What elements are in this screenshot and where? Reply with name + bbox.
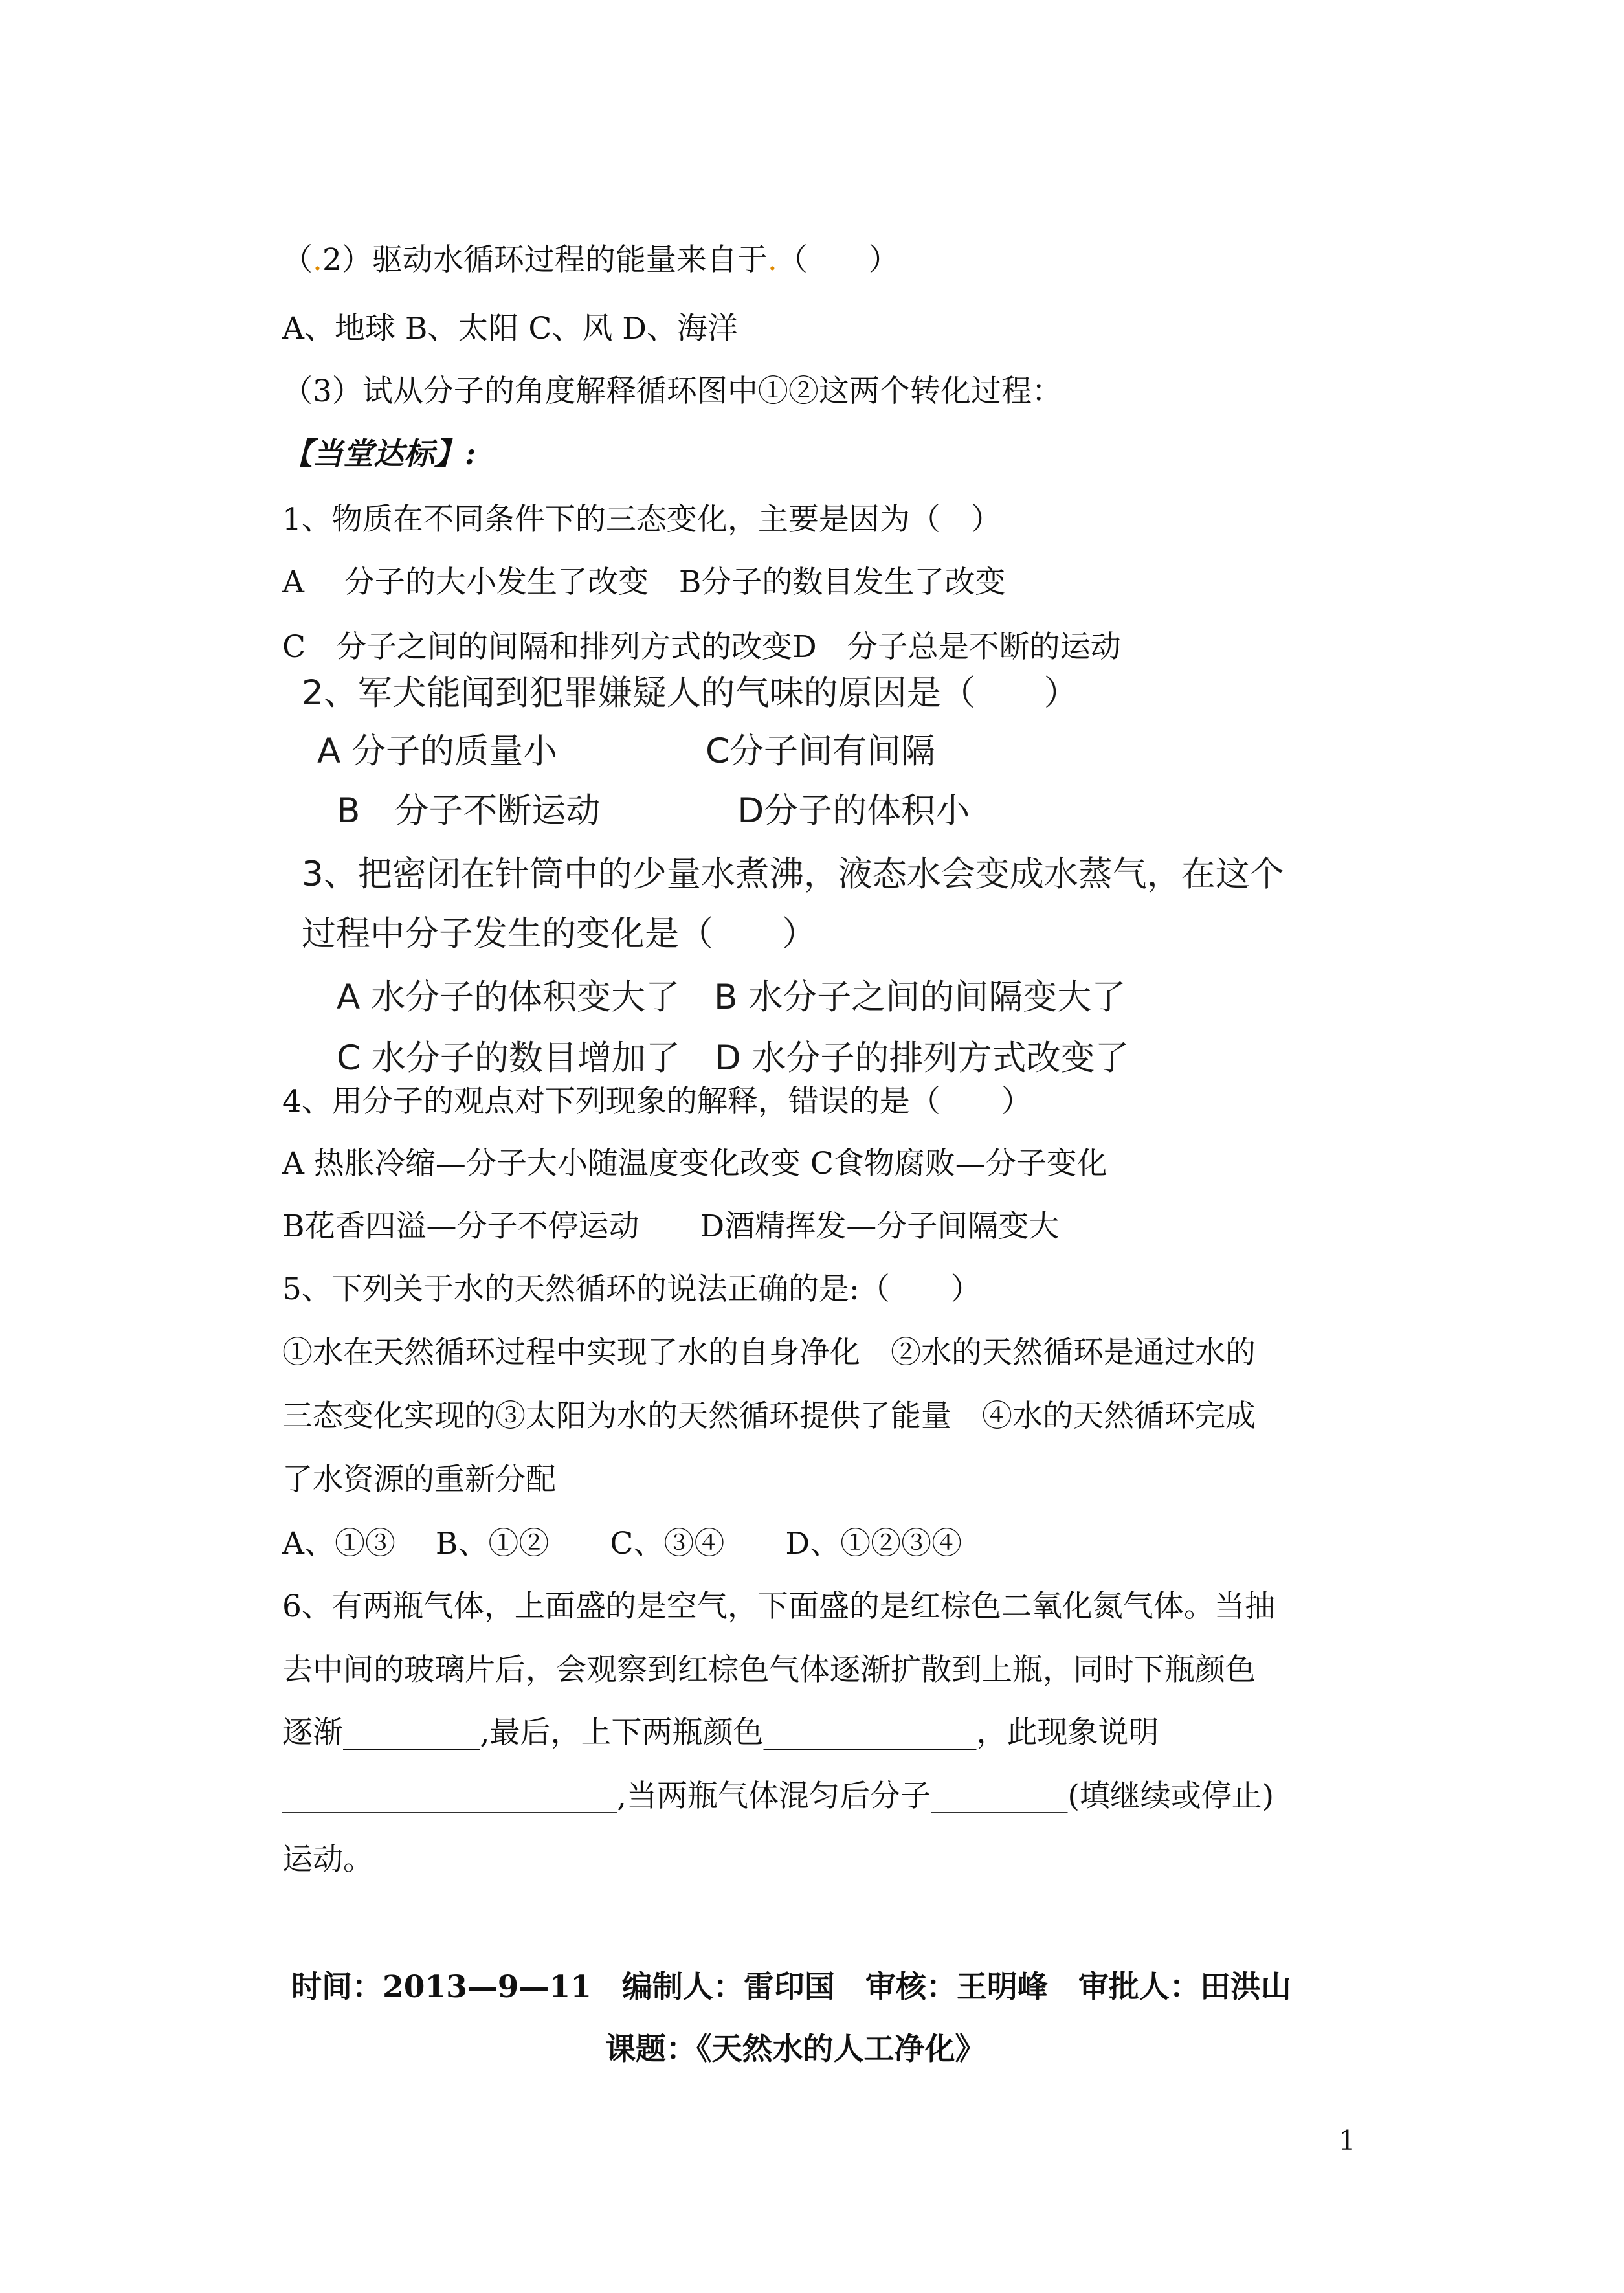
exercise-3-options-1: A 水分子的体积变大了 B 水分子之间的间隔变大了 [337,978,1126,1017]
exercise-5-line-2: 三态变化实现的③太阳为水的天然循环提供了能量 ④水的天然循环完成 [282,1398,1256,1434]
section-title: 【当堂达标】: [282,436,476,472]
question-3: （3）试从分子的角度解释循环图中①②这两个转化过程： [282,374,1062,409]
exercise-1-stem: 1、物质在不同条件下的三态变化，主要是因为（ ） [282,502,1001,537]
exercise-6-line-4: ______________________,当两瓶气体混匀后分子_________(填继续或停止) [282,1778,1274,1814]
exercise-5-options: A、①③ B、①② C、③④ D、①②③④ [282,1526,962,1561]
exercise-1-options-cd: C 分子之间的间隔和排列方式的改变D 分子总是不断的运动 [282,629,1121,665]
footer-meta: 时间：2013—9—11 编制人：雷印国 审核：王明峰 审批人：田洪山 [291,1969,1291,2005]
exercise-4-stem: 4、用分子的观点对下列现象的解释，错误的是（ ） [282,1084,1032,1119]
question-2: （.2）驱动水循环过程的能量来自于.（ ） [282,242,899,278]
exercise-3-stem-2: 过程中分子发生的变化是（ ） [302,914,816,954]
exercise-5-line-1: ①水在天然循环过程中实现了水的自身净化 ②水的天然循环是通过水的 [282,1335,1256,1370]
page-number: 1 [1339,2125,1356,2156]
orange-dot-mark: . [313,242,322,278]
exercise-2-stem: 2、军犬能闻到犯罪嫌疑人的气味的原因是（ ） [302,673,1078,713]
exercise-2-options-1: A 分子的质量小 C分子间有间隔 [317,732,935,771]
orange-dot-mark: . [767,242,777,278]
exercise-3-options-2: C 水分子的数目增加了 D 水分子的排列方式改变了 [337,1038,1129,1078]
exercise-6-line-1: 6、有两瓶气体，上面盛的是空气，下面盛的是红棕色二氧化氮气体。当抽 [282,1589,1275,1624]
exercise-5-stem: 5、下列关于水的天然循环的说法正确的是:（ ） [282,1271,981,1307]
exercise-6-line-2: 去中间的玻璃片后，会观察到红棕色气体逐渐扩散到上瓶，同时下瓶颜色 [282,1652,1256,1688]
exercise-6-line-3: 逐渐_________,最后，上下两瓶颜色______________，此现象说明 [282,1715,1159,1751]
exercise-6-line-5: 运动。 [282,1842,373,1877]
exercise-4-options-1: A 热胀冷缩—分子大小随温度变化改变 C食物腐败—分子变化 [282,1146,1107,1181]
exercise-3-stem-1: 3、把密闭在针筒中的少量水煮沸，液态水会变成水蒸气，在这个 [302,855,1284,894]
footer-topic: 课题：《天然水的人工净化》 [605,2031,986,2067]
exercise-4-options-2: B花香四溢—分子不停运动 D酒精挥发—分子间隔变大 [282,1209,1060,1244]
exercise-5-line-3: 了水资源的重新分配 [282,1462,556,1497]
question-2-options: A、地球 B、太阳 C、风 D、海洋 [282,311,738,346]
exercise-2-options-2: B 分子不断运动 D分子的体积小 [337,791,970,831]
exercise-1-options-ab: A 分子的大小发生了改变 B分子的数目发生了改变 [282,565,1006,600]
